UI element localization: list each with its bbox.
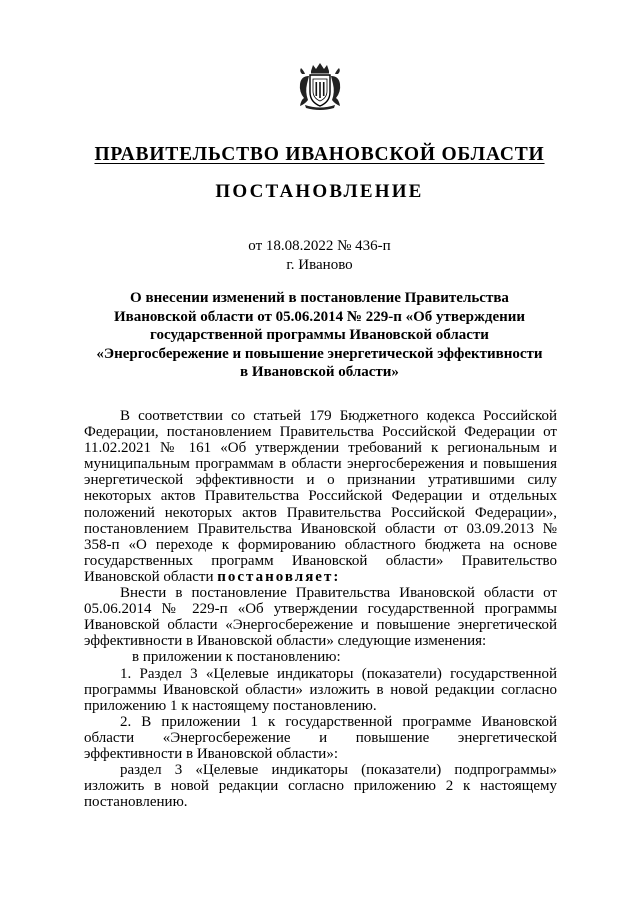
document-date-number: от 18.08.2022 № 436-п xyxy=(248,238,391,254)
body-paragraph-item-1: 1. Раздел 3 «Целевые индикаторы (показатели) государственной программы Ивановской области» изложить в новой редакции согласно приложению 1 к настоящему постановлению. xyxy=(84,665,557,714)
subject-line: государственной программы Ивановской области xyxy=(150,327,489,343)
body-paragraph-preamble xyxy=(84,408,557,585)
government-title: ПРАВИТЕЛЬСТВО ИВАНОВСКОЙ ОБЛАСТИ xyxy=(94,144,545,165)
document-city: г. Иваново xyxy=(286,257,353,273)
body-paragraph-appendix: в приложении к постановлению: xyxy=(132,649,341,666)
preamble-text: В соответствии со статьей 179 Бюджетного кодекса Российской Федерации, постановлением Правительства Российской Федерации от 11.02.2021 № 161 «Об утверждении требований к региональным и муниципальным программам в области энергосбережения и повышения энергетической эффективности и о признании утратившими силу некоторых актов Правительства Российской Федерации и отдельных положений некоторых актов Правительства Российской Федерации», постановлением Правительства Ивановской области от 03.09.2013 № 358-п «О переходе к формированию областного бюджета на основе государственных программ Ивановской области» Правительство Ивановской области xyxy=(84,408,557,585)
body-paragraph-section-3: раздел 3 «Целевые индикаторы (показатели) подпрограммы» изложить в новой редакции согласно приложению 2 к настоящему постановлению. xyxy=(84,762,557,811)
document-type: ПОСТАНОВЛЕНИЕ xyxy=(215,181,424,202)
ivanovo-coat-of-arms-icon xyxy=(297,62,343,110)
subject-line: «Энергосбережение и повышение энергетической эффективности xyxy=(96,345,543,362)
decree-word: постановляет: xyxy=(217,568,341,585)
subject-line: Ивановской области от 05.06.2014 № 229-п «Об утверждении xyxy=(113,308,526,325)
subject-line: в Ивановской области» xyxy=(240,364,399,380)
document-body xyxy=(84,408,557,810)
subject-line: О внесении изменений в постановление Правительства xyxy=(130,290,509,306)
body-paragraph-item-2: 2. В приложении 1 к государственной программе Ивановской области «Энергосбережение и повышение энергетической эффективности в Ивановской области»: xyxy=(84,713,557,762)
document-subject xyxy=(0,289,639,382)
body-paragraph-amend: Внести в постановление Правительства Ивановской области от 05.06.2014 № 229-п «Об утверждении государственной программы Ивановской области «Энергосбережение и повышение энергетической эффективности в Ивановской области» следующие изменения: xyxy=(84,585,557,650)
